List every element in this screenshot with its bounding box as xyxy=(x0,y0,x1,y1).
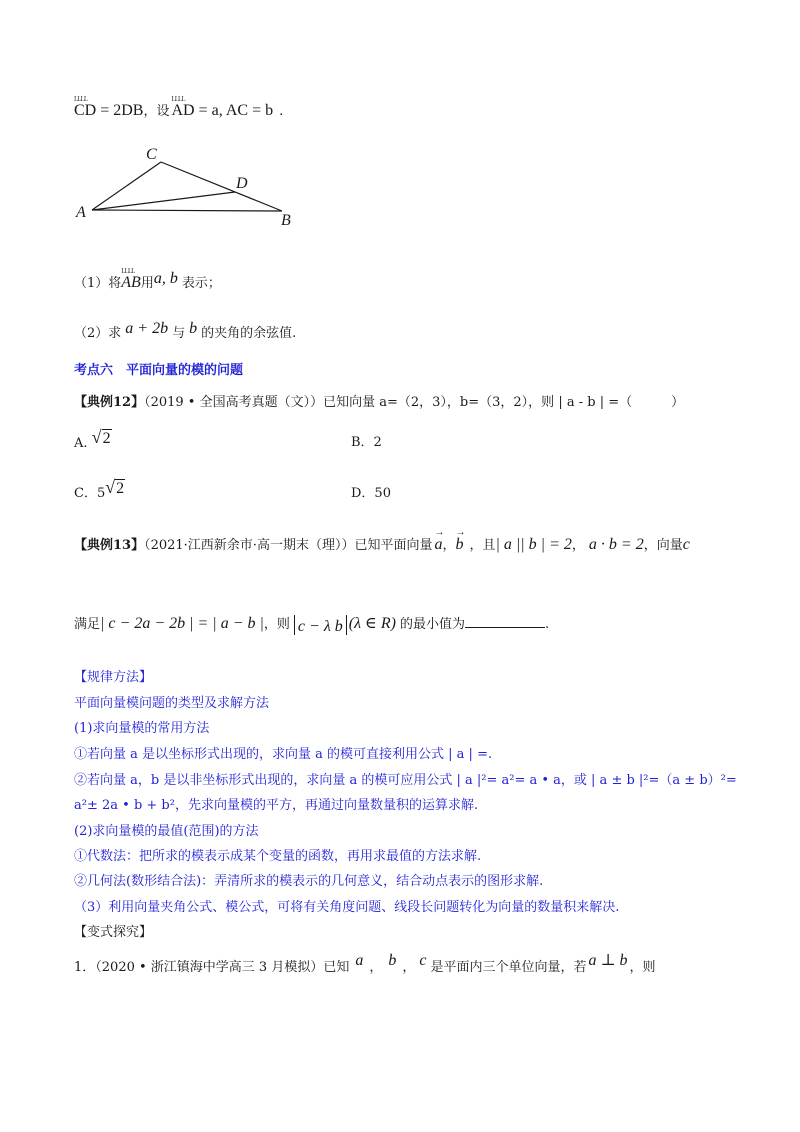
line2-prefix: 满足 xyxy=(74,617,101,632)
example-13-line-2 xyxy=(74,614,549,635)
formula-end: . xyxy=(279,104,284,119)
q1-vec-ab: LLLL AB xyxy=(121,273,141,293)
lambda-condition: (λ ∈ R) xyxy=(348,615,396,632)
cond-separator: ， xyxy=(571,538,585,553)
option-c-label: C．5 xyxy=(74,486,106,501)
q2-mid: 与 xyxy=(172,326,186,341)
method-line-8: ②几何法(数形结合法)：弄清所求的模表示的几何意义，结合动点表示的图形求解. xyxy=(74,874,544,889)
method-line-6: (2)求向量模的最值(范围)的方法 xyxy=(74,824,259,839)
vector-c: c xyxy=(682,536,690,553)
q2-suffix: 的夹角的余弦值. xyxy=(201,326,297,341)
q1-prefix: （1）将 xyxy=(74,276,122,291)
example-13-text1: （2021·江西新余市·高一期末（理））已知平面向量 xyxy=(144,538,433,553)
abs-expression: c − λ b xyxy=(294,615,347,635)
side-ab xyxy=(92,210,282,211)
variant-cond: a ⊥ b xyxy=(588,952,628,969)
question-1 xyxy=(74,270,221,294)
sqrt-symbol: √2 xyxy=(105,477,125,497)
side-cb xyxy=(161,162,282,211)
condition-1: | a || b | = 2 xyxy=(495,536,572,553)
variant-question-1: 1．（2020 • 浙江镇海中学高三 3 月模拟）已知 a ， b ， c 是平面内三个单位向量，若 a ⊥ b ，则 xyxy=(74,952,656,975)
variant-a: a xyxy=(355,952,364,969)
example-13-text3: ，向量 xyxy=(643,538,683,553)
q1-mid: 用 xyxy=(140,276,154,291)
example-13-tag: 【典例13】 xyxy=(74,538,145,553)
condition-3: | c − 2a − 2b | = | a − b | xyxy=(100,615,264,632)
line2-mid: ，则 xyxy=(263,617,290,632)
label-c: C xyxy=(146,146,157,163)
line2-suffix: 的最小值为 xyxy=(399,617,465,632)
method-title: 【规律方法】 xyxy=(74,670,153,685)
variant-p2: 是平面内三个单位向量，若 xyxy=(430,960,587,975)
q2-expr: a + 2b xyxy=(125,320,169,337)
question-2 xyxy=(74,320,297,344)
method-line-9: （3）利用向量夹角公式、模公式，可将有关角度问题、线段长问题转化为向量的数量积来解决. xyxy=(74,900,620,915)
formula-separator: ，设 xyxy=(143,104,170,119)
example-13-text2: ，且 xyxy=(469,538,496,553)
variant-title: 【变式探究】 xyxy=(74,925,153,940)
method-line-2: (1)求向量模的常用方法 xyxy=(74,721,210,736)
option-d: D．50 xyxy=(351,486,391,501)
option-a-value: 2 xyxy=(102,430,111,447)
q1-vars: a, b xyxy=(153,270,178,287)
comma: ， xyxy=(442,538,456,553)
example-12-tag: 【典例12】 xyxy=(74,395,145,410)
q2-var: b xyxy=(189,320,198,337)
method-line-4: ②若向量 a，b 是以非坐标形式出现的，求向量 a 的模可应用公式 | a |²= a²= a • a，或 | a ± b |²=（a ± b）²= xyxy=(74,773,737,788)
option-c-value: 2 xyxy=(116,480,125,497)
vector-a: → a xyxy=(434,535,442,555)
condition-2: a · b = 2 xyxy=(588,536,644,553)
method-line-7: ①代数法：把所求的模表示成某个变量的函数，再用求最值的方法求解. xyxy=(74,849,482,864)
formula-ad-ac: LLLL AD = a, AC = b xyxy=(172,101,274,121)
vector-b: → b xyxy=(455,535,463,555)
line2-end: . xyxy=(544,617,550,632)
option-b: B．2 xyxy=(351,435,382,450)
section-title: 考点六 平面向量的模的问题 xyxy=(74,363,244,378)
example-12 xyxy=(74,393,684,413)
answer-blank[interactable] xyxy=(465,615,545,628)
label-b: B xyxy=(281,212,291,229)
variant-b: b xyxy=(388,952,397,969)
option-a xyxy=(74,427,112,454)
variant-c: c xyxy=(419,952,427,969)
triangle-figure xyxy=(0,0,800,240)
sqrt-symbol: √2 xyxy=(91,427,111,447)
q1-suffix: 表示； xyxy=(181,276,221,291)
method-line-5: a²± 2a • b + b²，先求向量模的平方，再通过向量数量积的运算求解. xyxy=(74,798,479,813)
variant-p3: ，则 xyxy=(629,960,656,975)
q2-prefix: （2）求 xyxy=(74,326,122,341)
label-d: D xyxy=(236,175,248,192)
option-a-label: A. xyxy=(74,436,88,451)
method-line-3: ①若向量 a 是以坐标形式出现的，求向量 a 的模可直接利用公式 | a | =. xyxy=(74,747,493,762)
example-13-line-1 xyxy=(74,535,690,556)
label-a: A xyxy=(76,204,86,221)
formula-cd-2db: LLLL CD = 2DB xyxy=(74,101,143,121)
method-line-1: 平面向量模问题的类型及求解方法 xyxy=(74,696,270,711)
option-c xyxy=(74,477,125,504)
example-12-text: （2019 • 全国高考真题（文））已知向量 a=（2，3），b=（3，2），则 | a - b | =（ ） xyxy=(144,395,685,410)
variant-p1: 1．（2020 • 浙江镇海中学高三 3 月模拟）已知 xyxy=(74,960,350,975)
